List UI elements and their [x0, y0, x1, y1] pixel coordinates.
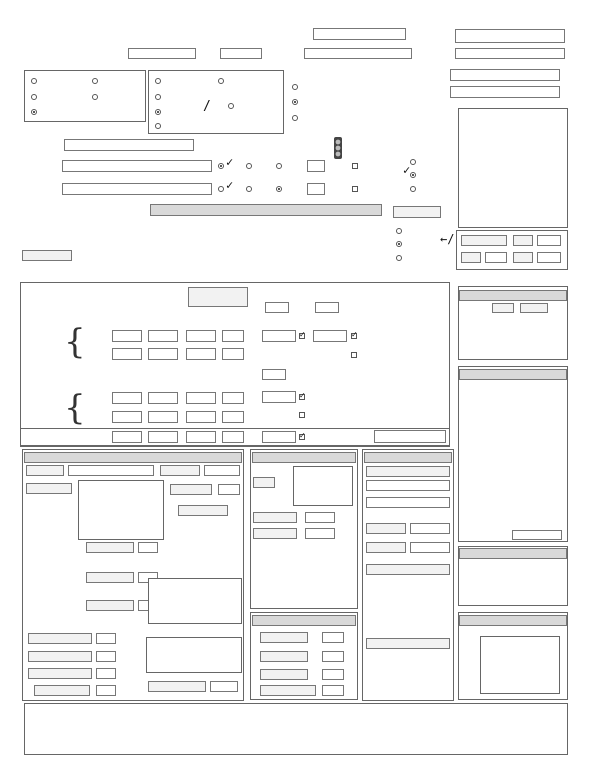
- cambio-rap-field[interactable]: [322, 669, 344, 680]
- lv-field[interactable]: [537, 235, 561, 246]
- gondolas-field[interactable]: [96, 668, 116, 679]
- second-street-field[interactable]: [62, 183, 212, 195]
- cng-wo-field[interactable]: [222, 431, 244, 443]
- store-type-options: [78, 480, 164, 540]
- car-wash-type-label: [253, 477, 275, 488]
- condicion-header: [459, 615, 567, 626]
- cadenas-chairs-field[interactable]: [410, 542, 450, 553]
- cadenas-chairs-label: [366, 542, 406, 553]
- extra-field[interactable]: [315, 302, 339, 313]
- radio-mpd[interactable]: [396, 255, 402, 261]
- traffic-light-icon: [332, 137, 344, 159]
- acpm-self-canopy[interactable]: [186, 411, 216, 423]
- store-ventas-field[interactable]: [204, 465, 240, 476]
- gas-price1-check[interactable]: [299, 333, 305, 339]
- radio-uconst[interactable]: [92, 78, 98, 84]
- convenience-store-header: [24, 452, 242, 463]
- cooler-doors-label: [28, 633, 92, 644]
- gondolas-label: [28, 668, 92, 679]
- cards-header: [459, 548, 567, 559]
- gas-self-canopy[interactable]: [186, 348, 216, 360]
- lv-label: [513, 235, 533, 246]
- acpm-price-field[interactable]: [262, 391, 296, 403]
- radio-second-sin[interactable]: [218, 186, 224, 192]
- depto-field[interactable]: [455, 29, 565, 43]
- accesos-group: [148, 70, 284, 134]
- credit-days-label: [520, 303, 548, 313]
- car-wash-header: [252, 452, 356, 463]
- tamano-group: [146, 637, 242, 673]
- acpm-self-pump[interactable]: [112, 411, 142, 423]
- type-pump-button[interactable]: [393, 206, 441, 218]
- latitud-field[interactable]: [450, 69, 560, 81]
- area-group: [148, 578, 242, 624]
- second-3rd-checkbox[interactable]: [352, 186, 358, 192]
- cng-price-check[interactable]: [299, 434, 305, 440]
- acpm-canopy-field[interactable]: [186, 392, 216, 404]
- cadenas-header: [364, 452, 452, 463]
- horas-oper-label: [461, 235, 507, 246]
- acpm-wo-field[interactable]: [222, 392, 244, 404]
- radio-otro-acceso[interactable]: [228, 103, 234, 109]
- prices-store-label: [86, 600, 134, 611]
- sat-field[interactable]: [485, 252, 507, 263]
- dom-label: [513, 252, 533, 263]
- lot-size-group: [458, 108, 568, 228]
- gas-nozzle-field[interactable]: [148, 330, 178, 342]
- gas-brand-field[interactable]: [128, 48, 196, 59]
- cambios-m-label: [260, 685, 316, 696]
- id-field[interactable]: [220, 48, 262, 59]
- acpm-price-check[interactable]: [299, 394, 305, 400]
- sat-label: [461, 252, 481, 263]
- store-horas-label: [170, 484, 212, 495]
- registers-label: [34, 685, 90, 696]
- store-brand-field[interactable]: [68, 465, 154, 476]
- credit-header: [459, 290, 567, 301]
- radio-otro[interactable]: [292, 99, 298, 105]
- registers-field[interactable]: [96, 685, 116, 696]
- mecanica-field[interactable]: [322, 632, 344, 643]
- gas-canopy-field[interactable]: [186, 330, 216, 342]
- radio-closed[interactable]: [92, 94, 98, 100]
- estacionamientos-field[interactable]: [96, 651, 116, 662]
- gasoline-brace: {: [64, 322, 86, 362]
- notes-area[interactable]: [24, 703, 568, 755]
- others-field[interactable]: [512, 530, 562, 540]
- radio-main-par[interactable]: [246, 163, 252, 169]
- radio-main-tot[interactable]: [276, 163, 282, 169]
- radio-second-par[interactable]: [246, 186, 252, 192]
- store-ventas-label: [160, 465, 200, 476]
- other-services-group: [458, 366, 568, 542]
- cadenas-ventas-field[interactable]: [410, 523, 450, 534]
- radio-access-na[interactable]: [410, 159, 416, 165]
- fecha-encuesta-field[interactable]: [313, 28, 406, 40]
- cambio-rap-label: [260, 669, 308, 680]
- gas-pump-field[interactable]: [112, 330, 142, 342]
- posic-simultanea-label: [188, 287, 248, 307]
- appearance-label: [86, 542, 134, 553]
- gas-wo-field[interactable]: [222, 330, 244, 342]
- acpm-self-anuncia[interactable]: [299, 412, 305, 418]
- second-sin-checkmark: ✓: [226, 178, 234, 192]
- pedestrians-label: [86, 572, 134, 583]
- store-chairs-field[interactable]: [210, 681, 238, 692]
- gas-self-pump[interactable]: [112, 348, 142, 360]
- radio-main-sin[interactable]: [218, 163, 224, 169]
- store-horas-field[interactable]: [218, 484, 240, 495]
- cw-garages-label: [253, 512, 297, 523]
- cadenas-ventas-label: [366, 523, 406, 534]
- cw-lav-field[interactable]: [305, 528, 335, 539]
- type-meals-label: [366, 564, 450, 575]
- gas-self-anuncia[interactable]: [351, 352, 357, 358]
- main-lanes-field[interactable]: [307, 160, 325, 172]
- electronico-arrow: ←/: [440, 232, 455, 246]
- acpm-pump-field[interactable]: [112, 392, 142, 404]
- main-sin-checkmark: ✓: [226, 155, 234, 169]
- second-lanes-field[interactable]: [307, 183, 325, 195]
- outlet-ratings-header: [150, 204, 382, 216]
- cng-price-field[interactable]: [262, 431, 296, 443]
- cambios-header: [252, 615, 356, 626]
- esquinera-checkmark: /: [203, 99, 211, 114]
- radio-na[interactable]: [31, 78, 37, 84]
- radio-access-cercana[interactable]: [410, 172, 416, 178]
- gas-self-nozzle[interactable]: [148, 348, 178, 360]
- main-2p-checkbox[interactable]: [352, 163, 358, 169]
- condicion-inner: [480, 636, 560, 694]
- gnv-brand-field[interactable]: [374, 430, 446, 443]
- radio-second-tot[interactable]: [276, 186, 282, 192]
- radio-medianera[interactable]: [155, 94, 161, 100]
- acpm-brace: {: [64, 388, 86, 428]
- comidas-servidas-label: [366, 638, 450, 649]
- car-wash-type-options: [293, 466, 353, 506]
- gas-price2-check[interactable]: [351, 333, 357, 339]
- radio-accesos-na[interactable]: [155, 78, 161, 84]
- nombre-cadenas-label: [366, 466, 450, 477]
- cw-garages-field[interactable]: [305, 512, 335, 523]
- cambios-garages-label: [260, 651, 308, 662]
- cambios-m-field[interactable]: [322, 685, 344, 696]
- radio-electronico[interactable]: [396, 241, 402, 247]
- radio-dodo[interactable]: [31, 109, 37, 115]
- tipo-operacion-group: [24, 70, 146, 122]
- gas-price1-field[interactable]: [262, 330, 296, 342]
- credit-pct-label: [492, 303, 514, 313]
- estacionamientos-label: [28, 651, 92, 662]
- longitud-field[interactable]: [450, 86, 560, 98]
- store-type-label: [26, 483, 72, 494]
- radio-esquinera[interactable]: [155, 109, 161, 115]
- acpm-self-wo[interactable]: [222, 411, 244, 423]
- radio-access-lejana[interactable]: [410, 186, 416, 192]
- acpm-psa-field[interactable]: [262, 369, 286, 380]
- corriente-field[interactable]: [265, 302, 289, 313]
- gas-price2-field[interactable]: [313, 330, 347, 342]
- cw-lav-label: [253, 528, 297, 539]
- cercana-checkmark: ✓: [403, 163, 411, 177]
- gas-self-wo[interactable]: [222, 348, 244, 360]
- production-label: [178, 505, 228, 516]
- radio-peaje[interactable]: [292, 84, 298, 90]
- store-chairs-label: [148, 681, 206, 692]
- address-field[interactable]: [64, 139, 194, 151]
- dom-field[interactable]: [537, 252, 561, 263]
- appearance-field[interactable]: [138, 542, 158, 553]
- nombre-cadenas-field-1[interactable]: [366, 480, 450, 491]
- ratings-label: [22, 250, 72, 261]
- cooler-doors-field[interactable]: [96, 633, 116, 644]
- cng-pump-field[interactable]: [112, 431, 142, 443]
- radio-esq-con[interactable]: [218, 78, 224, 84]
- mecanica-label: [260, 632, 308, 643]
- acpm-nozzle-field[interactable]: [148, 392, 178, 404]
- radio-four-square[interactable]: [292, 115, 298, 121]
- radio-coco[interactable]: [31, 94, 37, 100]
- store-brand-label: [26, 465, 64, 476]
- cambios-garages-field[interactable]: [322, 651, 344, 662]
- name-field[interactable]: [304, 48, 412, 59]
- municipio-field[interactable]: [455, 48, 565, 59]
- acpm-self-nozzle[interactable]: [148, 411, 178, 423]
- main-street-field[interactable]: [62, 160, 212, 172]
- nombre-cadenas-field-2[interactable]: [366, 497, 450, 508]
- other-services-header: [459, 369, 567, 380]
- radio-mecanico[interactable]: [396, 228, 402, 234]
- radio-interseccion[interactable]: [155, 123, 161, 129]
- cng-nozzle-field[interactable]: [148, 431, 178, 443]
- cng-canopy-field[interactable]: [186, 431, 216, 443]
